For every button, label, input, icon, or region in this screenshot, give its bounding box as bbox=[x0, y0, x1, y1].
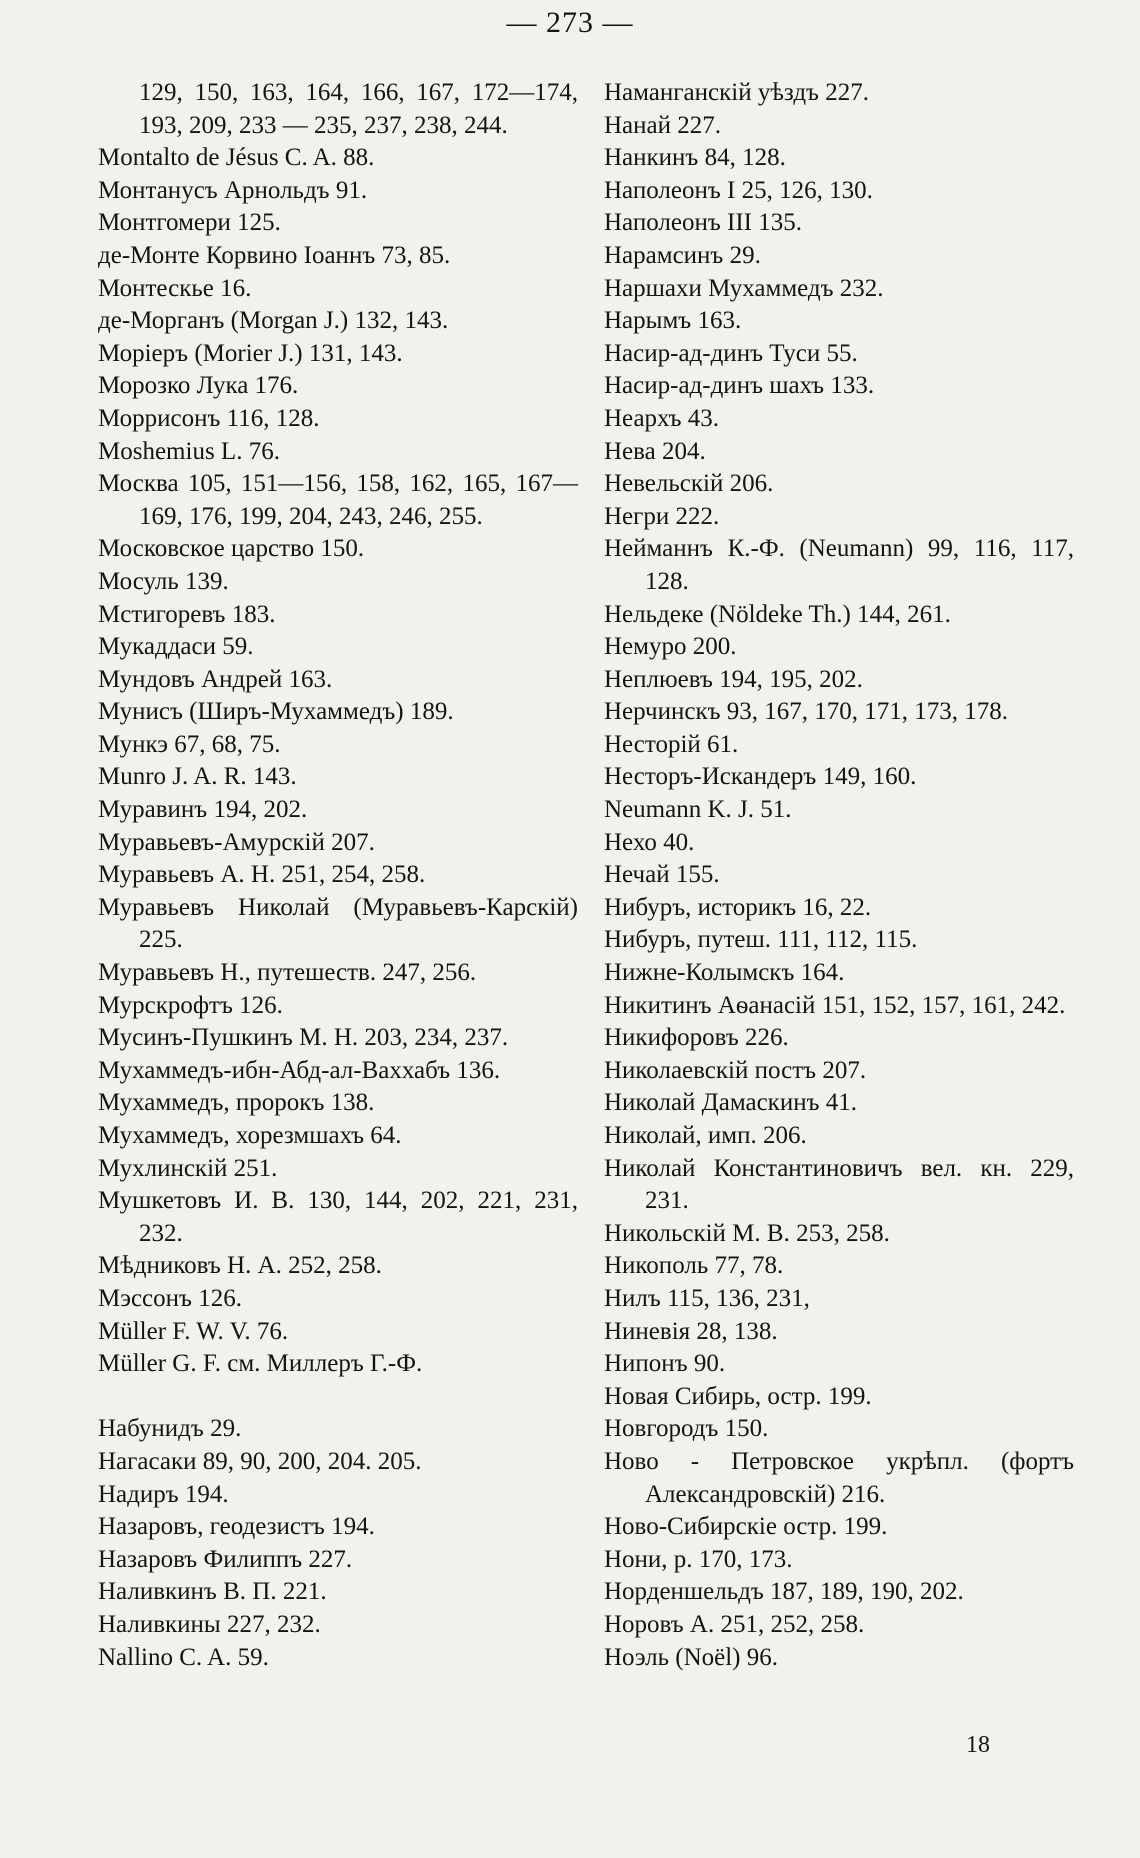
index-entry: Нибуръ, путеш. 111, 112, 115. bbox=[604, 926, 918, 954]
index-entry: Nallino C. A. 59. bbox=[98, 1643, 269, 1671]
index-entry: Мунисъ (Ширъ-Мухаммедъ) 189. bbox=[98, 698, 454, 726]
index-entry: Набунидъ 29. bbox=[98, 1415, 242, 1443]
index-entry: Мосуль 139. bbox=[98, 567, 229, 595]
index-entry: Муравьевъ Н., путешеств. 247, 256. bbox=[98, 959, 477, 987]
index-entry: Муравьевъ-Амурскій 207. bbox=[98, 828, 375, 856]
index-entry: Москва 105, 151—156, 158, 162, 165, 167—169, 176, 199, 204, 243, 246, 255. bbox=[98, 470, 578, 530]
index-entry: Ниневія 28, 138. bbox=[604, 1317, 778, 1345]
signature-mark: 18 bbox=[966, 1732, 990, 1758]
index-entry: Николай, имп. 206. bbox=[604, 1122, 807, 1149]
index-entry: Николай Константиновичъ вел. кн. 229, 231. bbox=[604, 1154, 1074, 1215]
index-entry: Муравинъ 194, 202. bbox=[98, 796, 308, 824]
index-entry: Нагасаки 89, 90, 200, 204. 205. bbox=[98, 1447, 422, 1475]
index-entry: Неплюевъ 194, 195, 202. bbox=[604, 665, 863, 693]
index-entry: Нечай 155. bbox=[604, 861, 720, 889]
index-entry: Моріеръ (Morier J.) 131, 143. bbox=[98, 339, 403, 367]
index-entry: Моррисонъ 116, 128. bbox=[98, 404, 320, 432]
index-entry: Ноэль (Noël) 96. bbox=[604, 1643, 779, 1671]
index-entry: Montalto de Jésus C. A. 88. bbox=[98, 144, 375, 172]
index-entry: Нарамсинъ 29. bbox=[604, 241, 761, 269]
index-entry: Новгородъ 150. bbox=[604, 1415, 769, 1443]
index-entry: Насир-ад-динъ Туси 55. bbox=[604, 339, 858, 367]
index-entry: Нева 204. bbox=[604, 437, 706, 465]
index-entry: Нейманнъ К.-Ф. (Neumann) 99, 116, 117, 128. bbox=[604, 535, 1074, 595]
index-entry: Николаевскій постъ 207. bbox=[604, 1056, 867, 1084]
index-entry: Neumann K. J. 51. bbox=[604, 796, 792, 824]
index-entry: Наманганскій уѣздъ 227. bbox=[604, 79, 869, 106]
index-entry: Нарымъ 163. bbox=[604, 307, 742, 335]
index-entry: Несторъ-Искандеръ 149, 160. bbox=[604, 763, 917, 791]
index-entry: Мэссонъ 126. bbox=[98, 1284, 242, 1312]
index-entry: Мурскрофтъ 126. bbox=[98, 991, 283, 1019]
index-entry: Наполеонъ I 25, 126, 130. bbox=[604, 176, 873, 204]
index-entry: Наливкинъ В. П. 221. bbox=[98, 1578, 327, 1606]
index-entry: Ново - Петровское укрѣпл. (фортъ Александровскій) 216. bbox=[604, 1447, 1074, 1508]
index-entry: Мусинъ-Пушкинъ М. Н. 203, 234, 237. bbox=[98, 1024, 509, 1052]
index-entry: Монтгомери 125. bbox=[98, 209, 281, 237]
index-entry: Мункэ 67, 68, 75. bbox=[98, 730, 281, 758]
index-column-left bbox=[98, 77, 578, 1674]
index-entry: Норовъ А. 251, 252, 258. bbox=[604, 1610, 865, 1638]
index-entry: Никифоровъ 226. bbox=[604, 1024, 789, 1052]
index-entry: Нехо 40. bbox=[604, 828, 695, 856]
index-entry: Мукаддаси 59. bbox=[98, 633, 254, 661]
index-entry: Нанкинъ 84, 128. bbox=[604, 144, 786, 172]
index-entry: Новая Сибирь, остр. 199. bbox=[604, 1382, 872, 1410]
index-entry: Munro J. A. R. 143. bbox=[98, 763, 297, 791]
index-entry: Насир-ад-динъ шахъ 133. bbox=[604, 372, 875, 400]
index-entry: Нижне-Колымскъ 164. bbox=[604, 959, 845, 987]
index-entry: Немуро 200. bbox=[604, 633, 737, 661]
index-entry: Монтанусъ Арнольдъ 91. bbox=[98, 176, 368, 204]
index-entry: Müller F. W. V. 76. bbox=[98, 1317, 289, 1345]
index-entry: Нибуръ, историкъ 16, 22. bbox=[604, 893, 872, 921]
index-entry: Монтескье 16. bbox=[98, 274, 252, 302]
index-entry: Никополь 77, 78. bbox=[604, 1252, 784, 1280]
index-entry: де-Монте Корвино Іоаннъ 73, 85. bbox=[98, 241, 451, 269]
index-entry: Мушкетовъ И. В. 130, 144, 202, 221, 231, 232. bbox=[98, 1187, 578, 1247]
index-entry: Надиръ 194. bbox=[98, 1480, 229, 1508]
index-entry: Наршахи Мухаммедъ 232. bbox=[604, 274, 884, 302]
index-entry: Назаровъ Филиппъ 227. bbox=[98, 1545, 353, 1573]
index-entry: Мухаммедъ-ибн-Абд-ал-Ваххабъ 136. bbox=[98, 1056, 501, 1084]
index-entry: Мухаммедъ, хорезмшахъ 64. bbox=[98, 1122, 402, 1149]
index-entry: Московское царство 150. bbox=[98, 535, 365, 563]
index-entry: Мстигоревъ 183. bbox=[98, 600, 276, 628]
index-entry: Мухлинскій 251. bbox=[98, 1154, 278, 1182]
index-entry: Нельдеке (Nöldeke Th.) 144, 261. bbox=[604, 600, 951, 628]
index-entry: Ново-Сибирскіе остр. 199. bbox=[604, 1513, 888, 1541]
index-entry: Müller G. F. см. Миллеръ Г.-Ф. bbox=[98, 1350, 423, 1378]
index-entry: Нерчинскъ 93, 167, 170, 171, 173, 178. bbox=[604, 698, 1009, 726]
index-entry: Несторій 61. bbox=[604, 730, 739, 758]
index-entry: Нанай 227. bbox=[604, 111, 722, 139]
index-entry: Нипонъ 90. bbox=[604, 1350, 726, 1378]
index-entry: Назаровъ, геодезистъ 194. bbox=[98, 1513, 375, 1541]
page-number-header: — 273 — bbox=[506, 6, 634, 39]
index-column-right bbox=[604, 77, 1074, 1674]
index-entry: Негри 222. bbox=[604, 502, 720, 530]
index-entry: Нони, р. 170, 173. bbox=[604, 1545, 793, 1573]
index-entry: Неархъ 43. bbox=[604, 404, 720, 432]
index-entry: Муравьевъ Николай (Муравьевъ-Карскій) 225. bbox=[98, 893, 578, 954]
index-entry: Moshemius L. 76. bbox=[98, 437, 280, 465]
index-entry: Нилъ 115, 136, 231, bbox=[604, 1284, 810, 1312]
index-entry: Наливкины 227, 232. bbox=[98, 1610, 321, 1638]
index-entry: Невельскій 206. bbox=[604, 470, 774, 498]
index-entry: Никитинъ Аѳанасій 151, 152, 157, 161, 242. bbox=[604, 991, 1066, 1019]
index-entry: Мѣдниковъ Н. А. 252, 258. bbox=[98, 1252, 382, 1280]
index-entry: Мундовъ Андрей 163. bbox=[98, 665, 333, 693]
index-entry: Мухаммедъ, пророкъ 138. bbox=[98, 1089, 375, 1117]
index-entry: Николай Дамаскинъ 41. bbox=[604, 1089, 858, 1117]
index-entry: 129, 150, 163, 164, 166, 167, 172—174, 193, 209, 233 — 235, 237, 238, 244. bbox=[139, 79, 578, 139]
index-entry: Муравьевъ А. Н. 251, 254, 258. bbox=[98, 861, 426, 889]
index-entry: Морозко Лука 176. bbox=[98, 372, 299, 400]
index-entry: Никольскій М. В. 253, 258. bbox=[604, 1219, 890, 1247]
index-entry: де-Морганъ (Morgan J.) 132, 143. bbox=[98, 307, 449, 335]
index-entry: Норденшельдъ 187, 189, 190, 202. bbox=[604, 1578, 964, 1606]
index-entry: Наполеонъ III 135. bbox=[604, 209, 802, 237]
